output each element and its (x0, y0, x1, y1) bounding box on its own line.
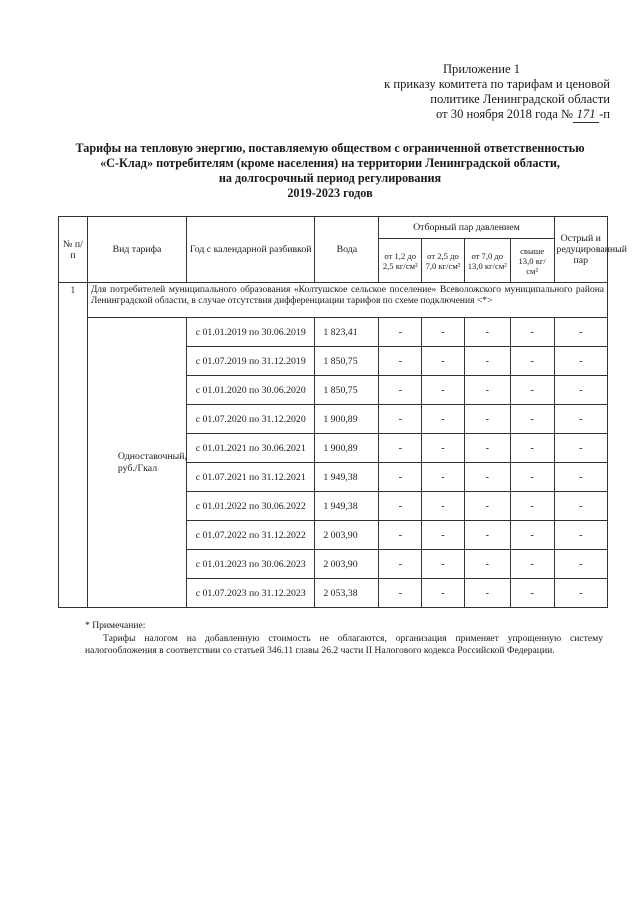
empty-tariff-cell: - (510, 434, 554, 463)
footnote-text: Тарифы налогом на добавленную стоимость не облагаются, организация применяет упрощенную систему налогообложения в соответствии со статьей 346.11 главы 26.2 части II Налогового кодекса Российской Федерации. (85, 633, 603, 656)
water-tariff-cell: 1 850,75 (315, 347, 379, 376)
water-tariff-cell: 2 003,90 (315, 550, 379, 579)
water-tariff-cell: 1 900,89 (315, 434, 379, 463)
empty-tariff-cell: - (379, 492, 422, 521)
period-cell: с 01.01.2019 по 30.06.2019 (187, 318, 315, 347)
empty-tariff-cell: - (554, 463, 607, 492)
empty-tariff-cell: - (379, 347, 422, 376)
period-cell: с 01.01.2020 по 30.06.2020 (187, 376, 315, 405)
empty-tariff-cell: - (464, 405, 510, 434)
empty-tariff-cell: - (510, 492, 554, 521)
empty-tariff-cell: - (422, 550, 465, 579)
period-cell: с 01.07.2020 по 31.12.2020 (187, 405, 315, 434)
empty-tariff-cell: - (554, 347, 607, 376)
tariff-kind: Одноставочный, руб./Гкал (87, 318, 186, 608)
order-date: от 30 ноября 2018 года № (436, 107, 574, 121)
period-cell: с 01.01.2021 по 30.06.2021 (187, 434, 315, 463)
header-steam-3: от 7,0 до 13,0 кг/см² (464, 239, 510, 283)
empty-tariff-cell: - (464, 347, 510, 376)
header-water: Вода (315, 217, 379, 283)
period-cell: с 01.01.2023 по 30.06.2023 (187, 550, 315, 579)
period-cell: с 01.07.2022 по 31.12.2022 (187, 521, 315, 550)
header-kind: Вид тарифа (87, 217, 186, 283)
group-number: 1 (59, 283, 88, 608)
empty-tariff-cell: - (379, 463, 422, 492)
table-row (59, 318, 608, 347)
empty-tariff-cell: - (422, 347, 465, 376)
period-cell: с 01.07.2021 по 31.12.2021 (187, 463, 315, 492)
footnote-heading: * Примечание: (85, 620, 146, 631)
order-number: 171 (573, 107, 599, 123)
appendix-line-2: к приказу комитета по тарифам и ценовой (384, 77, 610, 91)
empty-tariff-cell: - (554, 521, 607, 550)
header-steam-2: от 2,5 до 7,0 кг/см² (422, 239, 465, 283)
group-description: Для потребителей муниципального образования «Колтушское сельское поселение» Всеволожского муниципального района Ленинградской области, в случае отсутствия дифференциации тарифов по схеме подключения <*> (87, 283, 607, 318)
header-sharp-steam: Острый и редуцированный пар (554, 217, 607, 283)
empty-tariff-cell: - (379, 521, 422, 550)
title-line-1: Тарифы на тепловую энергию, поставляемую обществом с ограниченной ответственностью (75, 141, 585, 155)
title-line-3: на долгосрочный период регулирования (218, 171, 442, 185)
empty-tariff-cell: - (554, 318, 607, 347)
empty-tariff-cell: - (422, 318, 465, 347)
empty-tariff-cell: - (379, 550, 422, 579)
water-tariff-cell: 2 053,38 (315, 579, 379, 608)
empty-tariff-cell: - (510, 347, 554, 376)
empty-tariff-cell: - (379, 376, 422, 405)
water-tariff-cell: 1 823,41 (315, 318, 379, 347)
period-cell: с 01.07.2023 по 31.12.2023 (187, 579, 315, 608)
header-steam-1: от 1,2 до 2,5 кг/см² (379, 239, 422, 283)
water-tariff-cell: 2 003,90 (315, 521, 379, 550)
empty-tariff-cell: - (422, 376, 465, 405)
period-cell: с 01.01.2022 по 30.06.2022 (187, 492, 315, 521)
empty-tariff-cell: - (422, 521, 465, 550)
empty-tariff-cell: - (464, 550, 510, 579)
empty-tariff-cell: - (422, 463, 465, 492)
appendix-title: Приложение 1 (442, 62, 520, 76)
empty-tariff-cell: - (464, 318, 510, 347)
empty-tariff-cell: - (554, 550, 607, 579)
empty-tariff-cell: - (510, 318, 554, 347)
empty-tariff-cell: - (554, 376, 607, 405)
empty-tariff-cell: - (510, 463, 554, 492)
empty-tariff-cell: - (510, 376, 554, 405)
empty-tariff-cell: - (379, 405, 422, 434)
order-suffix: -п (599, 107, 610, 121)
empty-tariff-cell: - (422, 579, 465, 608)
empty-tariff-cell: - (464, 376, 510, 405)
empty-tariff-cell: - (464, 463, 510, 492)
empty-tariff-cell: - (554, 434, 607, 463)
empty-tariff-cell: - (422, 492, 465, 521)
water-tariff-cell: 1 949,38 (315, 463, 379, 492)
appendix-line-4 (340, 107, 610, 123)
empty-tariff-cell: - (554, 405, 607, 434)
empty-tariff-cell: - (554, 492, 607, 521)
water-tariff-cell: 1 900,89 (315, 405, 379, 434)
empty-tariff-cell: - (510, 579, 554, 608)
title-line-2: «С-Клад» потребителям (кроме населения) на территории Ленинградской области, (100, 156, 560, 170)
empty-tariff-cell: - (510, 521, 554, 550)
header-steam-4: свыше 13,0 кг/см² (510, 239, 554, 283)
header-num: № п/п (59, 217, 88, 283)
empty-tariff-cell: - (464, 521, 510, 550)
empty-tariff-cell: - (379, 318, 422, 347)
water-tariff-cell: 1 949,38 (315, 492, 379, 521)
period-cell: с 01.07.2019 по 31.12.2019 (187, 347, 315, 376)
title-line-4: 2019-2023 годов (287, 186, 373, 200)
empty-tariff-cell: - (554, 579, 607, 608)
appendix-line-3: политике Ленинградской области (430, 92, 610, 106)
empty-tariff-cell: - (422, 405, 465, 434)
empty-tariff-cell: - (510, 405, 554, 434)
footnote (85, 620, 603, 657)
document-title (55, 141, 605, 201)
empty-tariff-cell: - (379, 579, 422, 608)
empty-tariff-cell: - (422, 434, 465, 463)
appendix-header (340, 62, 610, 123)
empty-tariff-cell: - (464, 579, 510, 608)
header-steam-group: Отборный пар давлением (379, 217, 554, 239)
header-period: Год с календарной разбивкой (187, 217, 315, 283)
empty-tariff-cell: - (464, 434, 510, 463)
empty-tariff-cell: - (464, 492, 510, 521)
empty-tariff-cell: - (379, 434, 422, 463)
empty-tariff-cell: - (510, 550, 554, 579)
water-tariff-cell: 1 850,75 (315, 376, 379, 405)
tariff-table (58, 216, 627, 608)
